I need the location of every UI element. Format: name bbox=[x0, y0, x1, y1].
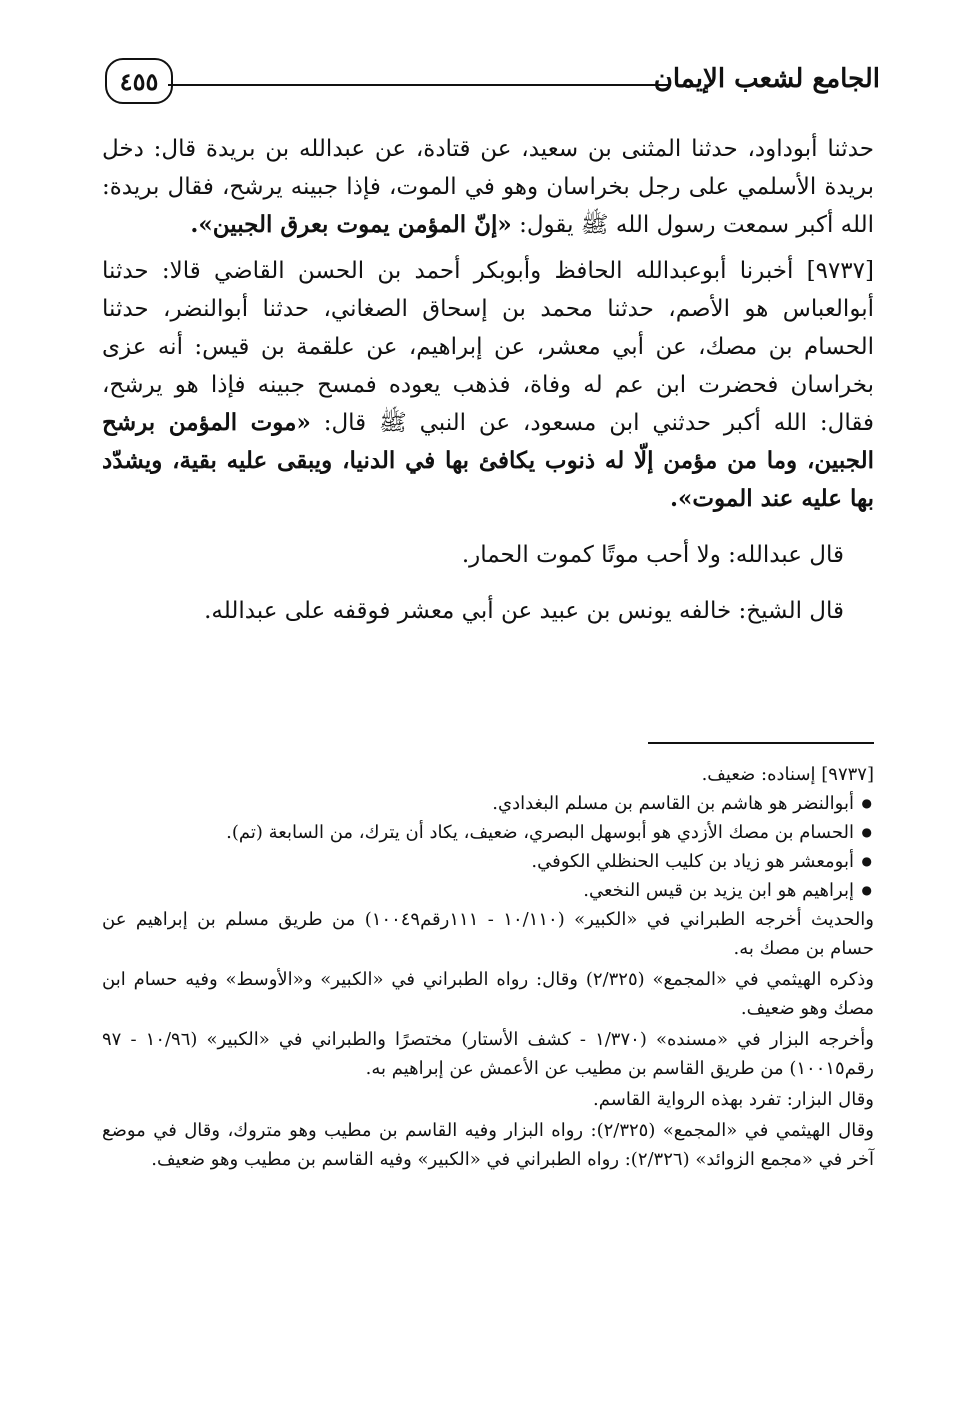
paragraph-1-text: حدثنا أبوداود، حدثنا المثنى بن سعيد، عن قتادة، عن عبدالله بن بريدة قال: دخل بريدة الأسلمي على رجل بخراسان وهو في الموت، فإذا جبينه يرشح، فقال بريدة: الله أكبر سمعت رسول الله ﷺ يقول: bbox=[102, 136, 874, 238]
hadith-quote-1: «إنّ المؤمن يموت بعرق الجبين». bbox=[190, 211, 512, 238]
footnote-head: [٩٧٣٧] إسناده: ضعيف. bbox=[701, 764, 874, 785]
paragraph-3: قال عبدالله: ولا أحب موتًا كموت الحمار. bbox=[461, 542, 844, 568]
paragraph-4: قال الشيخ: خالفه يونس بن عبيد عن أبي معشر فوقفه على عبدالله. bbox=[204, 598, 844, 624]
page-header bbox=[100, 56, 880, 108]
footnote-bullet: ● أبومعشر هو زياد بن كليب الحنظلي الكوفي. bbox=[102, 847, 874, 876]
header-rule bbox=[168, 84, 670, 86]
footnote-bullet: ● إبراهيم هو ابن يزيد بن قيس النخعي. bbox=[102, 876, 874, 905]
page-number: ٤٥٥ bbox=[105, 58, 173, 104]
footnote-paragraph: والحديث أخرجه الطبراني في «الكبير» (١٠/١١٠ - ١١١رقم١٠٠٤٩) من طريق مسلم بن إبراهيم عن حسام بن مصك به. bbox=[102, 909, 874, 959]
paragraph-2 bbox=[102, 252, 874, 518]
footnote-paragraph: وقال البزار: تفرد بهذه الرواية القاسم. bbox=[593, 1089, 874, 1110]
footnote-paragraph: وقال الهيثمي في «المجمع» (٢/٣٢٥): رواه البزار وفيه القاسم بن مطيب وهو متروك، وقال في موضع آخر في «مجمع الزوائد» (٢/٣٢٦): رواه الطبراني في «الكبير» وفيه القاسم بن مطيب وهو ضعيف. bbox=[102, 1120, 874, 1170]
footnote-bullets bbox=[102, 789, 874, 905]
footnote-paragraph: وأخرجه البزار في «مسنده» (١/٣٧٠ - كشف الأستار) مختصرًا والطبراني في «الكبير» (١٠/٩٦ - ٩٧ رقم١٠٠١٥) من طريق القاسم بن مطيب عن الأعمش عن إبراهيم به. bbox=[102, 1029, 874, 1079]
paragraph-1 bbox=[102, 130, 874, 244]
footnote-bullet: ● الحسام بن مصك الأزدي هو أبوسهل البصري، ضعيف، يكاد أن يترك، من السابعة (تم). bbox=[102, 818, 874, 847]
footnote-separator bbox=[648, 742, 874, 744]
hadith-quote-2: «موت المؤمن برشح الجبين، وما من مؤمن إلّا له ذنوب يكافئ بها في الدنيا، ويبقى عليه بقية، ويشدّد بها عليه عند الموت». bbox=[102, 409, 874, 512]
main-text bbox=[102, 130, 874, 630]
footnote-bullet: ● أبوالنضر هو هاشم بن القاسم بن مسلم البغدادي. bbox=[102, 789, 874, 818]
footnote-paragraph: وذكره الهيثمي في «المجمع» (٢/٣٢٥) وقال: رواه الطبراني في «الكبير» و«الأوسط» وفيه حسام ابن مصك وهو ضعيف. bbox=[102, 969, 874, 1019]
running-title: الجامع لشعب الإيمان bbox=[653, 64, 880, 94]
footnotes bbox=[102, 760, 874, 1174]
paragraph-2-text: [٩٧٣٧] أخبرنا أبوعبدالله الحافظ وأبوبكر أحمد بن الحسن القاضي قالا: حدثنا أبوالعباس هو الأصم، حدثنا محمد بن إسحاق الصغاني، حدثنا أبوالنضر، حدثنا الحسام بن مصك، عن أبي معشر، عن إبراهيم، عن علقمة بن قيس: أنه عزى بخراسان فحضرت ابن عم له وفاة، فذهب يعوده فمسح جبينه فإذا هو يرشح، فقال: الله أكبر حدثني ابن مسعود، عن النبي ﷺ قال: bbox=[102, 258, 874, 436]
